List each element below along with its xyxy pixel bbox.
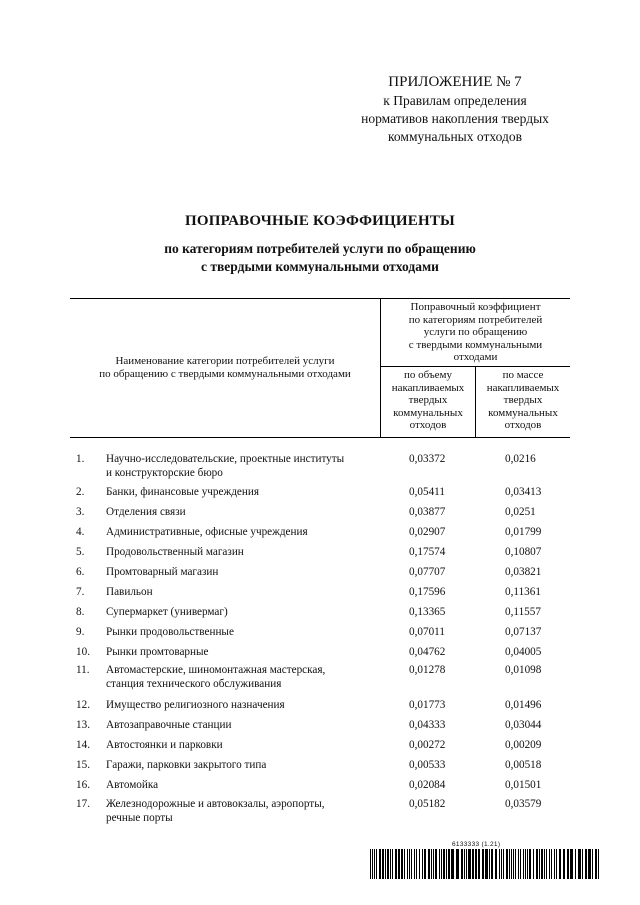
row-number: 12.	[76, 699, 90, 711]
barcode-bar	[592, 849, 593, 879]
row-mass-value: 0,00518	[505, 759, 542, 771]
barcode-bar	[513, 849, 514, 879]
barcode-bar	[536, 849, 538, 879]
row-mass-value: 0,10807	[505, 546, 542, 558]
header-coefficient: Поправочный коэффициент по категориям потребителей услуги по обращению с твердыми коммунальными отходами	[408, 301, 543, 364]
barcode-bar	[374, 849, 375, 879]
barcode-bar	[451, 849, 454, 879]
barcode-bar	[448, 849, 450, 879]
row-mass-value: 0,0216	[505, 453, 536, 465]
row-number: 3.	[76, 506, 85, 518]
barcode-bar	[385, 849, 386, 879]
row-category: Автомойка	[106, 779, 159, 791]
barcode-bar	[506, 849, 508, 879]
barcode-bar	[431, 849, 432, 879]
barcode-bar	[495, 849, 497, 879]
row-category: Павильон	[106, 586, 153, 598]
barcode-bar	[376, 849, 377, 879]
barcode-bar	[559, 849, 561, 879]
barcode-bar	[411, 849, 412, 879]
appendix-block	[330, 72, 580, 146]
row-volume-value: 0,13365	[409, 606, 446, 618]
barcode-bar	[441, 849, 442, 879]
row-number: 15.	[76, 759, 90, 771]
barcode-bar	[379, 849, 381, 879]
barcode-bar	[433, 849, 434, 879]
barcode-bar	[468, 849, 471, 879]
barcode-bar	[401, 849, 403, 879]
barcode-bar	[563, 849, 565, 879]
row-mass-value: 0,11361	[505, 586, 541, 598]
subtitle-line: по категориям потребителей услуги по обращению	[164, 241, 476, 256]
row-category: Банки, финансовые учреждения	[106, 486, 259, 498]
row-category: Автомастерские, шиномонтажная мастерская, станция технического обслуживания	[106, 664, 326, 690]
barcode-bar	[501, 849, 502, 879]
barcode-bar	[509, 849, 510, 879]
barcode-bar	[518, 849, 519, 879]
row-category: Рынки промтоварные	[106, 646, 209, 658]
row-category: Отделения связи	[106, 506, 186, 518]
barcode-bar	[414, 849, 415, 879]
row-number: 8.	[76, 606, 85, 618]
document-title: ПОПРАВОЧНЫЕ КОЭФФИЦИЕНТЫ	[185, 213, 455, 229]
row-category: Рынки продовольственные	[106, 626, 234, 638]
barcode-bar	[541, 849, 543, 879]
barcode-bar	[520, 849, 521, 879]
row-number: 10.	[76, 646, 90, 658]
row-volume-value: 0,05411	[409, 486, 445, 498]
row-number: 16.	[76, 779, 90, 791]
barcode-bar	[598, 849, 599, 879]
barcode-bar	[582, 849, 583, 879]
document-subtitle	[0, 240, 640, 276]
row-mass-value: 0,00209	[505, 739, 542, 751]
row-category: Автостоянки и парковки	[106, 739, 223, 751]
header-by-mass: по массе накапливаемых твердых коммунальных отходов	[486, 369, 560, 432]
barcode-bar	[404, 849, 405, 879]
row-mass-value: 0,07137	[505, 626, 542, 638]
row-number: 11.	[76, 664, 90, 676]
barcode-bar	[382, 849, 384, 879]
row-number: 13.	[76, 719, 90, 731]
header-category-name: Наименование категории потребителей услуги по обращению с твердыми коммунальными отходами	[99, 355, 351, 380]
barcode-bar	[461, 849, 463, 879]
barcode-bar	[392, 849, 393, 879]
barcode-bar	[466, 849, 467, 879]
row-mass-value: 0,03579	[505, 798, 542, 810]
subtitle-line: с твердыми коммунальными отходами	[201, 259, 439, 274]
barcode-bar	[372, 849, 373, 879]
barcode-bar	[407, 849, 408, 879]
barcode-bar	[491, 849, 493, 879]
barcode-bar	[503, 849, 504, 879]
barcode-bar	[578, 849, 581, 879]
barcode-bar	[554, 849, 555, 879]
row-volume-value: 0,02907	[409, 526, 446, 538]
barcode-bar	[428, 849, 430, 879]
header-by-volume: по объему накапливаемых твердых коммунальных отходов	[391, 369, 465, 432]
barcode-bar	[544, 849, 545, 879]
row-number: 1.	[76, 453, 85, 465]
row-category: Промтоварный магазин	[106, 566, 219, 578]
barcode-bar	[546, 849, 547, 879]
row-number: 17.	[76, 798, 90, 810]
row-mass-value: 0,01098	[505, 664, 542, 676]
row-volume-value: 0,07011	[409, 626, 445, 638]
row-mass-value: 0,0251	[505, 506, 536, 518]
barcode-bar	[556, 849, 557, 879]
barcode-bar	[588, 849, 591, 879]
row-mass-value: 0,01501	[505, 779, 542, 791]
row-volume-value: 0,07707	[409, 566, 446, 578]
barcode-bar	[390, 849, 391, 879]
barcode-bar	[419, 849, 420, 879]
row-category: Автозаправочные станции	[106, 719, 232, 731]
appendix-line: коммунальных отходов	[388, 129, 522, 144]
barcode-bar	[439, 849, 440, 879]
row-volume-value: 0,02084	[409, 779, 446, 791]
barcode-bar	[416, 849, 417, 879]
row-mass-value: 0,01799	[505, 526, 542, 538]
row-category: Продовольственный магазин	[106, 546, 244, 558]
barcode-bar	[570, 849, 573, 879]
barcode-bar	[525, 849, 526, 879]
barcode-image	[370, 849, 601, 879]
appendix-line: к Правилам определения	[383, 93, 527, 108]
barcode-bar	[409, 849, 410, 879]
row-volume-value: 0,00533	[409, 759, 446, 771]
barcode-bar	[482, 849, 484, 879]
row-number: 2.	[76, 486, 85, 498]
row-volume-value: 0,17596	[409, 586, 446, 598]
row-number: 4.	[76, 526, 85, 538]
barcode-bar	[472, 849, 474, 879]
barcode-bar	[515, 849, 516, 879]
barcode-bar	[456, 849, 459, 879]
row-mass-value: 0,03413	[505, 486, 542, 498]
row-number: 5.	[76, 546, 85, 558]
row-number: 7.	[76, 586, 85, 598]
barcode-bar	[585, 849, 587, 879]
row-mass-value: 0,03044	[505, 719, 542, 731]
barcode-bar	[527, 849, 528, 879]
barcode-bar	[499, 849, 500, 879]
row-volume-value: 0,04762	[409, 646, 446, 658]
barcode-bar	[464, 849, 465, 879]
row-volume-value: 0,04333	[409, 719, 446, 731]
row-volume-value: 0,03877	[409, 506, 446, 518]
barcode-bar	[523, 849, 524, 879]
barcode-bar	[595, 849, 597, 879]
table-header-bottom-rule	[70, 437, 570, 438]
barcode-bar	[567, 849, 569, 879]
barcode-bar	[422, 849, 423, 879]
barcode-bar	[575, 849, 576, 879]
row-mass-value: 0,01496	[505, 699, 542, 711]
row-volume-value: 0,01773	[409, 699, 446, 711]
barcode-bar	[435, 849, 437, 879]
row-category: Супермаркет (универмаг)	[106, 606, 228, 618]
barcode-bar	[370, 849, 371, 879]
barcode-bar	[489, 849, 490, 879]
barcode-bar	[424, 849, 426, 879]
barcode-bar	[485, 849, 488, 879]
row-volume-value: 0,03372	[409, 453, 446, 465]
row-category: Административные, офисные учреждения	[106, 526, 308, 538]
barcode-bar	[533, 849, 534, 879]
row-mass-value: 0,04005	[505, 646, 542, 658]
row-category: Имущество религиозного назначения	[106, 699, 285, 711]
row-number: 6.	[76, 566, 85, 578]
barcode-bar	[549, 849, 550, 879]
row-volume-value: 0,05182	[409, 798, 446, 810]
barcode-bar	[446, 849, 447, 879]
row-mass-value: 0,03821	[505, 566, 542, 578]
row-category: Железнодорожные и автовокзалы, аэропорты, речные порты	[106, 798, 325, 824]
barcode-number: 6133333 (1.21)	[452, 841, 501, 848]
appendix-title: ПРИЛОЖЕНИЕ № 7	[388, 74, 522, 90]
row-category: Научно-исследовательские, проектные институты и конструкторские бюро	[106, 453, 345, 479]
appendix-line: нормативов накопления твердых	[361, 111, 549, 126]
barcode-bar	[387, 849, 389, 879]
table-top-rule	[70, 298, 570, 299]
barcode-bar	[478, 849, 480, 879]
row-number: 9.	[76, 626, 85, 638]
row-volume-value: 0,01278	[409, 664, 446, 676]
row-volume-value: 0,00272	[409, 739, 446, 751]
row-category: Гаражи, парковки закрытого типа	[106, 759, 267, 771]
row-mass-value: 0,11557	[505, 606, 541, 618]
barcode-bar	[443, 849, 445, 879]
barcode-bar	[539, 849, 540, 879]
barcode-bar	[551, 849, 552, 879]
barcode-bar	[395, 849, 397, 879]
row-number: 14.	[76, 739, 90, 751]
barcode-bar	[511, 849, 512, 879]
barcode-bar	[475, 849, 477, 879]
barcode-bar	[529, 849, 531, 879]
barcode-bar	[398, 849, 400, 879]
row-volume-value: 0,17574	[409, 546, 446, 558]
